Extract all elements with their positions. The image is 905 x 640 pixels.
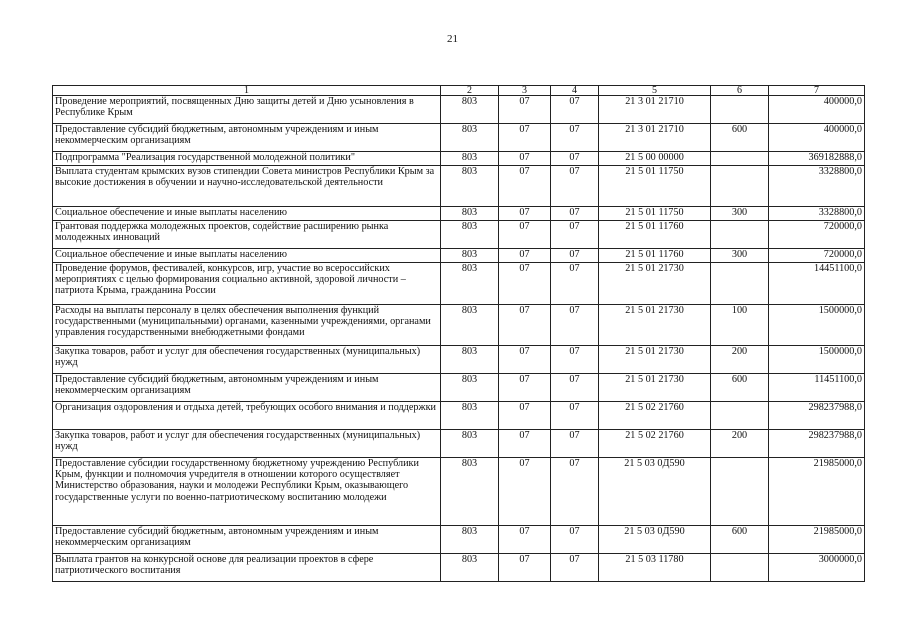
subsection-code-cell: 07 — [551, 207, 599, 221]
target-article-cell: 21 5 01 11750 — [599, 166, 711, 207]
subsection-code-cell: 07 — [551, 305, 599, 346]
expense-type-cell: 600 — [711, 374, 769, 402]
section-code-cell: 07 — [499, 526, 551, 554]
expense-name-cell: Закупка товаров, работ и услуг для обеспечения государственных (муниципальных) нужд — [53, 346, 441, 374]
table-row — [53, 374, 865, 402]
target-article-cell: 21 5 03 0Д590 — [599, 458, 711, 526]
expense-type-cell — [711, 263, 769, 305]
grbs-code-cell: 803 — [441, 124, 499, 152]
table-row — [53, 249, 865, 263]
grbs-code-cell: 803 — [441, 249, 499, 263]
section-code-cell: 07 — [499, 430, 551, 458]
expense-type-cell: 600 — [711, 124, 769, 152]
grbs-code-cell: 803 — [441, 221, 499, 249]
subsection-code-cell: 07 — [551, 221, 599, 249]
expense-name-cell: Расходы на выплаты персоналу в целях обеспечения выполнения функций государственными (муниципальными) органами, казенными учреждениями, органами управления государственными внебюджетными фондами — [53, 305, 441, 346]
grbs-code-cell: 803 — [441, 263, 499, 305]
expense-type-cell — [711, 402, 769, 430]
target-article-cell: 21 5 01 21730 — [599, 305, 711, 346]
grbs-code-cell: 803 — [441, 374, 499, 402]
expense-type-cell: 200 — [711, 430, 769, 458]
subsection-code-cell: 07 — [551, 166, 599, 207]
grbs-code-cell: 803 — [441, 458, 499, 526]
subsection-code-cell: 07 — [551, 526, 599, 554]
expense-name-cell: Грантовая поддержка молодежных проектов, содействие расширению рынка молодежных инноваций — [53, 221, 441, 249]
expense-name-cell: Социальное обеспечение и иные выплаты населению — [53, 207, 441, 221]
section-code-cell: 07 — [499, 166, 551, 207]
expense-name-cell: Предоставление субсидий бюджетным, автономным учреждениям и иным некоммерческим организациям — [53, 374, 441, 402]
expense-name-cell: Выплата студентам крымских вузов стипендии Совета министров Республики Крым за высокие достижения в обучении и научно-исследовательской деятельности — [53, 166, 441, 207]
subsection-code-cell: 07 — [551, 249, 599, 263]
table-row — [53, 166, 865, 207]
budget-table — [52, 85, 865, 582]
grbs-code-cell: 803 — [441, 207, 499, 221]
subsection-code-cell: 07 — [551, 346, 599, 374]
table-row — [53, 346, 865, 374]
section-code-cell: 07 — [499, 207, 551, 221]
expense-name-cell: Предоставление субсидии государственному бюджетному учреждению Республики Крым, функции и полномочия учредителя в отношении которого осуществляет Министерство образования, науки и молодежи Республики Крым, оказывающего государственные услуги по военно-патриотическому воспитанию молодежи — [53, 458, 441, 526]
target-article-cell: 21 3 01 21710 — [599, 96, 711, 124]
expense-name-cell: Подпрограмма "Реализация государственной молодежной политики" — [53, 152, 441, 166]
target-article-cell: 21 5 03 11780 — [599, 554, 711, 582]
subsection-code-cell: 07 — [551, 430, 599, 458]
grbs-code-cell: 803 — [441, 305, 499, 346]
amount-cell: 1500000,0 — [769, 305, 865, 346]
expense-type-cell: 300 — [711, 249, 769, 263]
amount-cell: 298237988,0 — [769, 430, 865, 458]
grbs-code-cell: 803 — [441, 152, 499, 166]
table-row — [53, 207, 865, 221]
section-code-cell: 07 — [499, 96, 551, 124]
expense-type-cell: 200 — [711, 346, 769, 374]
amount-cell: 720000,0 — [769, 221, 865, 249]
column-header: 5 — [599, 86, 711, 96]
target-article-cell: 21 5 01 11760 — [599, 221, 711, 249]
amount-cell: 3000000,0 — [769, 554, 865, 582]
amount-cell: 3328800,0 — [769, 207, 865, 221]
expense-name-cell: Организация оздоровления и отдыха детей, требующих особого внимания и поддержки — [53, 402, 441, 430]
amount-cell: 1500000,0 — [769, 346, 865, 374]
column-header: 4 — [551, 86, 599, 96]
subsection-code-cell: 07 — [551, 263, 599, 305]
expense-type-cell: 600 — [711, 526, 769, 554]
expense-type-cell: 300 — [711, 207, 769, 221]
section-code-cell: 07 — [499, 458, 551, 526]
column-header: 2 — [441, 86, 499, 96]
target-article-cell: 21 3 01 21710 — [599, 124, 711, 152]
expense-name-cell: Проведение форумов, фестивалей, конкурсов, игр, участие во всероссийских мероприятиях с целью формирования социально активной, здоровой личности – патриота Крыма, гражданина России — [53, 263, 441, 305]
grbs-code-cell: 803 — [441, 96, 499, 124]
amount-cell: 11451100,0 — [769, 374, 865, 402]
target-article-cell: 21 5 03 0Д590 — [599, 526, 711, 554]
expense-name-cell: Проведение мероприятий, посвященных Дню защиты детей и Дню усыновления в Республике Крым — [53, 96, 441, 124]
expense-type-cell — [711, 166, 769, 207]
subsection-code-cell: 07 — [551, 458, 599, 526]
expense-name-cell: Выплата грантов на конкурсной основе для реализации проектов в сфере патриотического воспитания — [53, 554, 441, 582]
column-header: 1 — [53, 86, 441, 96]
table-row — [53, 458, 865, 526]
section-code-cell: 07 — [499, 346, 551, 374]
amount-cell: 720000,0 — [769, 249, 865, 263]
amount-cell: 21985000,0 — [769, 526, 865, 554]
column-header: 7 — [769, 86, 865, 96]
subsection-code-cell: 07 — [551, 152, 599, 166]
grbs-code-cell: 803 — [441, 526, 499, 554]
amount-cell: 3328800,0 — [769, 166, 865, 207]
column-header: 3 — [499, 86, 551, 96]
grbs-code-cell: 803 — [441, 346, 499, 374]
expense-name-cell: Предоставление субсидий бюджетным, автономным учреждениям и иным некоммерческим организациям — [53, 526, 441, 554]
expense-name-cell: Предоставление субсидий бюджетным, автономным учреждениям и иным некоммерческим организациям — [53, 124, 441, 152]
grbs-code-cell: 803 — [441, 166, 499, 207]
subsection-code-cell: 07 — [551, 554, 599, 582]
grbs-code-cell: 803 — [441, 402, 499, 430]
page-number: 21 — [447, 33, 458, 45]
amount-cell: 400000,0 — [769, 96, 865, 124]
target-article-cell: 21 5 01 11760 — [599, 249, 711, 263]
table-row — [53, 554, 865, 582]
section-code-cell: 07 — [499, 152, 551, 166]
column-number-row — [53, 86, 865, 96]
section-code-cell: 07 — [499, 305, 551, 346]
section-code-cell: 07 — [499, 374, 551, 402]
column-header: 6 — [711, 86, 769, 96]
section-code-cell: 07 — [499, 263, 551, 305]
amount-cell: 14451100,0 — [769, 263, 865, 305]
target-article-cell: 21 5 02 21760 — [599, 402, 711, 430]
amount-cell: 369182888,0 — [769, 152, 865, 166]
section-code-cell: 07 — [499, 124, 551, 152]
section-code-cell: 07 — [499, 402, 551, 430]
expense-type-cell — [711, 152, 769, 166]
expense-type-cell — [711, 96, 769, 124]
table-row — [53, 152, 865, 166]
expense-name-cell: Социальное обеспечение и иные выплаты населению — [53, 249, 441, 263]
amount-cell: 298237988,0 — [769, 402, 865, 430]
table-row — [53, 305, 865, 346]
target-article-cell: 21 5 01 21730 — [599, 346, 711, 374]
subsection-code-cell: 07 — [551, 96, 599, 124]
table-row — [53, 526, 865, 554]
subsection-code-cell: 07 — [551, 402, 599, 430]
table-row — [53, 430, 865, 458]
section-code-cell: 07 — [499, 249, 551, 263]
expense-type-cell: 100 — [711, 305, 769, 346]
amount-cell: 400000,0 — [769, 124, 865, 152]
table-row — [53, 124, 865, 152]
expense-name-cell: Закупка товаров, работ и услуг для обеспечения государственных (муниципальных) нужд — [53, 430, 441, 458]
subsection-code-cell: 07 — [551, 124, 599, 152]
expense-type-cell — [711, 458, 769, 526]
table-row — [53, 96, 865, 124]
target-article-cell: 21 5 01 11750 — [599, 207, 711, 221]
subsection-code-cell: 07 — [551, 374, 599, 402]
section-code-cell: 07 — [499, 221, 551, 249]
target-article-cell: 21 5 00 00000 — [599, 152, 711, 166]
grbs-code-cell: 803 — [441, 554, 499, 582]
amount-cell: 21985000,0 — [769, 458, 865, 526]
target-article-cell: 21 5 01 21730 — [599, 263, 711, 305]
expense-type-cell — [711, 221, 769, 249]
expense-type-cell — [711, 554, 769, 582]
table-row — [53, 221, 865, 249]
table-row — [53, 263, 865, 305]
section-code-cell: 07 — [499, 554, 551, 582]
target-article-cell: 21 5 01 21730 — [599, 374, 711, 402]
target-article-cell: 21 5 02 21760 — [599, 430, 711, 458]
table-row — [53, 402, 865, 430]
grbs-code-cell: 803 — [441, 430, 499, 458]
